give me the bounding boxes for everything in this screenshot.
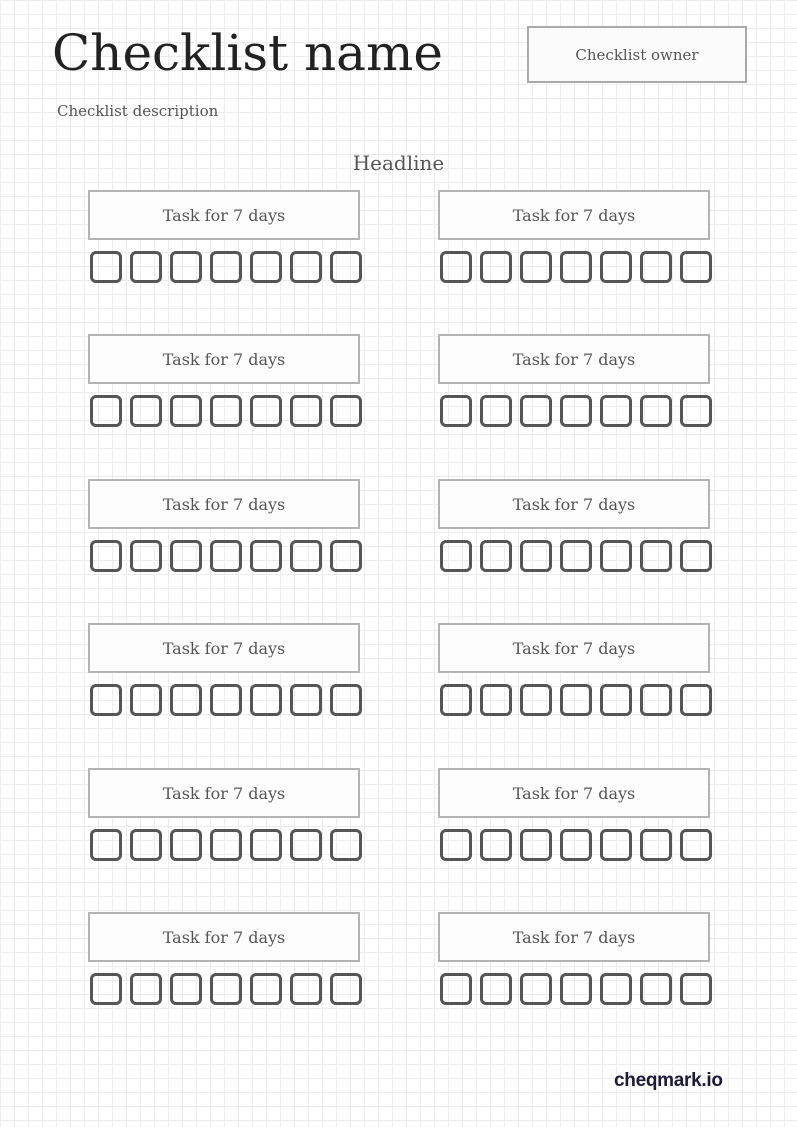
day-checkbox[interactable] [130,684,162,716]
task-label[interactable]: Task for 7 days [88,912,360,962]
day-checkbox[interactable] [440,684,472,716]
day-checkbox[interactable] [130,251,162,283]
task-label[interactable]: Task for 7 days [88,768,360,818]
checklist-description: Checklist description [57,102,219,120]
day-checkbox[interactable] [680,684,712,716]
day-checkbox[interactable] [520,973,552,1005]
day-checkbox[interactable] [130,829,162,861]
day-checkbox[interactable] [90,251,122,283]
day-checkbox-row [438,251,710,283]
day-checkbox[interactable] [90,540,122,572]
task-item [88,623,360,685]
day-checkbox-row [438,395,710,427]
day-checkbox[interactable] [480,251,512,283]
day-checkbox[interactable] [250,540,282,572]
day-checkbox[interactable] [440,973,472,1005]
task-item [438,334,710,396]
day-checkbox[interactable] [330,829,362,861]
cheqmark-logo: cheqmark.io [614,1070,723,1091]
day-checkbox[interactable] [640,829,672,861]
day-checkbox[interactable] [600,540,632,572]
day-checkbox[interactable] [480,973,512,1005]
task-item [438,623,710,685]
day-checkbox[interactable] [210,395,242,427]
task-label[interactable]: Task for 7 days [438,190,710,240]
day-checkbox[interactable] [210,540,242,572]
day-checkbox[interactable] [250,684,282,716]
day-checkbox[interactable] [520,251,552,283]
task-label[interactable]: Task for 7 days [438,768,710,818]
checklist-owner-field[interactable]: Checklist owner [527,26,747,83]
task-item [438,190,710,252]
task-item [438,768,710,830]
day-checkbox[interactable] [130,540,162,572]
day-checkbox[interactable] [90,829,122,861]
day-checkbox[interactable] [290,973,322,1005]
day-checkbox-row [438,684,710,716]
task-label[interactable]: Task for 7 days [88,334,360,384]
day-checkbox[interactable] [170,829,202,861]
day-checkbox[interactable] [600,684,632,716]
task-item [438,912,710,974]
day-checkbox[interactable] [520,829,552,861]
task-label[interactable]: Task for 7 days [438,334,710,384]
day-checkbox[interactable] [250,973,282,1005]
section-headline: Headline [352,151,445,175]
day-checkbox[interactable] [480,829,512,861]
day-checkbox[interactable] [290,829,322,861]
day-checkbox[interactable] [250,251,282,283]
task-item [88,479,360,541]
day-checkbox[interactable] [560,973,592,1005]
day-checkbox[interactable] [680,829,712,861]
day-checkbox[interactable] [170,540,202,572]
day-checkbox-row [88,973,360,1005]
day-checkbox[interactable] [330,540,362,572]
day-checkbox[interactable] [560,251,592,283]
day-checkbox[interactable] [290,251,322,283]
day-checkbox[interactable] [210,251,242,283]
day-checkbox[interactable] [170,684,202,716]
day-checkbox[interactable] [520,684,552,716]
day-checkbox[interactable] [680,251,712,283]
day-checkbox[interactable] [520,395,552,427]
day-checkbox-row [88,540,360,572]
day-checkbox[interactable] [640,684,672,716]
day-checkbox[interactable] [90,973,122,1005]
day-checkbox-row [88,684,360,716]
day-checkbox[interactable] [250,395,282,427]
day-checkbox[interactable] [600,973,632,1005]
day-checkbox[interactable] [170,973,202,1005]
day-checkbox[interactable] [440,395,472,427]
day-checkbox[interactable] [130,973,162,1005]
day-checkbox-row [88,395,360,427]
day-checkbox[interactable] [210,973,242,1005]
day-checkbox[interactable] [560,829,592,861]
day-checkbox[interactable] [170,395,202,427]
day-checkbox-row [88,829,360,861]
task-item [88,190,360,252]
day-checkbox[interactable] [560,540,592,572]
checklist-title: Checklist name [52,24,443,82]
task-item [88,768,360,830]
day-checkbox[interactable] [130,395,162,427]
day-checkbox[interactable] [170,251,202,283]
task-label[interactable]: Task for 7 days [438,912,710,962]
day-checkbox-row [438,829,710,861]
day-checkbox[interactable] [560,684,592,716]
day-checkbox[interactable] [440,251,472,283]
day-checkbox[interactable] [600,395,632,427]
day-checkbox[interactable] [480,684,512,716]
task-label[interactable]: Task for 7 days [88,479,360,529]
day-checkbox[interactable] [330,684,362,716]
day-checkbox[interactable] [440,540,472,572]
day-checkbox[interactable] [680,540,712,572]
task-label[interactable]: Task for 7 days [88,190,360,240]
day-checkbox[interactable] [640,973,672,1005]
day-checkbox[interactable] [90,684,122,716]
day-checkbox-row [438,540,710,572]
day-checkbox[interactable] [290,540,322,572]
day-checkbox[interactable] [600,251,632,283]
day-checkbox[interactable] [210,684,242,716]
day-checkbox-row [438,973,710,1005]
day-checkbox[interactable] [680,395,712,427]
day-checkbox[interactable] [560,395,592,427]
day-checkbox[interactable] [290,395,322,427]
day-checkbox[interactable] [480,395,512,427]
day-checkbox[interactable] [330,395,362,427]
day-checkbox[interactable] [520,540,552,572]
day-checkbox[interactable] [640,540,672,572]
day-checkbox[interactable] [640,251,672,283]
day-checkbox-row [88,251,360,283]
day-checkbox[interactable] [640,395,672,427]
day-checkbox[interactable] [440,829,472,861]
day-checkbox[interactable] [90,395,122,427]
day-checkbox[interactable] [680,973,712,1005]
day-checkbox[interactable] [330,251,362,283]
task-label[interactable]: Task for 7 days [88,623,360,673]
day-checkbox[interactable] [480,540,512,572]
task-item [88,912,360,974]
day-checkbox[interactable] [250,829,282,861]
day-checkbox[interactable] [600,829,632,861]
day-checkbox[interactable] [290,684,322,716]
task-label[interactable]: Task for 7 days [438,623,710,673]
task-item [88,334,360,396]
day-checkbox[interactable] [330,973,362,1005]
task-item [438,479,710,541]
task-label[interactable]: Task for 7 days [438,479,710,529]
day-checkbox[interactable] [210,829,242,861]
